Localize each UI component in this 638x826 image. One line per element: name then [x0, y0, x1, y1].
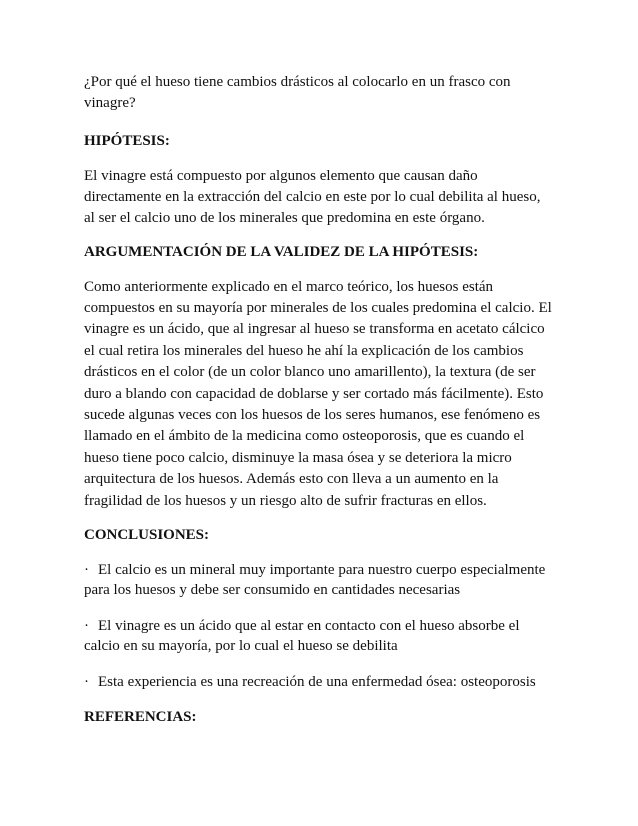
research-question: ¿Por qué el hueso tiene cambios drásticos al colocarlo en un frasco con vinagre? [84, 74, 511, 111]
conclusion-text: Esta experiencia es una recreación de una enfermedad ósea: osteoporosis [98, 673, 536, 690]
bullet-icon: · [84, 561, 89, 578]
document-page [84, 72, 554, 742]
conclusion-item [84, 616, 554, 657]
bullet-icon: · [84, 617, 89, 634]
hypothesis-heading: HIPÓTESIS: [84, 133, 170, 149]
conclusion-item [84, 560, 554, 601]
conclusion-text: El vinagre es un ácido que al estar en contacto con el hueso absorbe el calcio en su mayoría, por lo cual el hueso se debilita [84, 617, 520, 655]
bullet-icon: · [84, 673, 89, 690]
references-heading: REFERENCIAS: [84, 709, 197, 726]
conclusions-heading: CONCLUSIONES: [84, 527, 210, 544]
hypothesis-text: El vinagre está compuesto por algunos elemento que causan daño directamente en la extracción del calcio en este por lo cual debilita al hueso, al ser el calcio uno de los minerales que predomina en este órgano. [84, 167, 541, 226]
conclusion-text: El calcio es un mineral muy importante para nuestro cuerpo especialmente para los huesos y debe ser consumido en cantidades necesarias [84, 561, 546, 599]
argumentation-heading: ARGUMENTACIÓN DE LA VALIDEZ DE LA HIPÓTESIS: [84, 244, 479, 261]
argumentation-text: Como anteriormente explicado en el marco teórico, los huesos están compuestos en su mayoría por minerales de los cuales predomina el calcio. El vinagre es un ácido, que al ingresar al hueso se transforma en acetato cálcico el cual retira los minerales del hueso he ahí la explicación de los cambios drásticos en el color (de un color blanco uno amarillento), la textura (de ser duro a blando con capacidad de doblarse y ser cortado más fácilmente). Esto sucede algunas veces con los huesos de los seres humanos, ese fenómeno es llamado en el ámbito de la medicina como osteoporosis, que es cuando el hueso tiene poco calcio, disminuye la masa ósea y se deteriora la micro arquitectura de los huesos. Además esto con lleva a un aumento en la fragilidad de los huesos y un riesgo alto de sufrir fracturas en ellos. [84, 278, 552, 509]
conclusion-item [84, 672, 554, 693]
